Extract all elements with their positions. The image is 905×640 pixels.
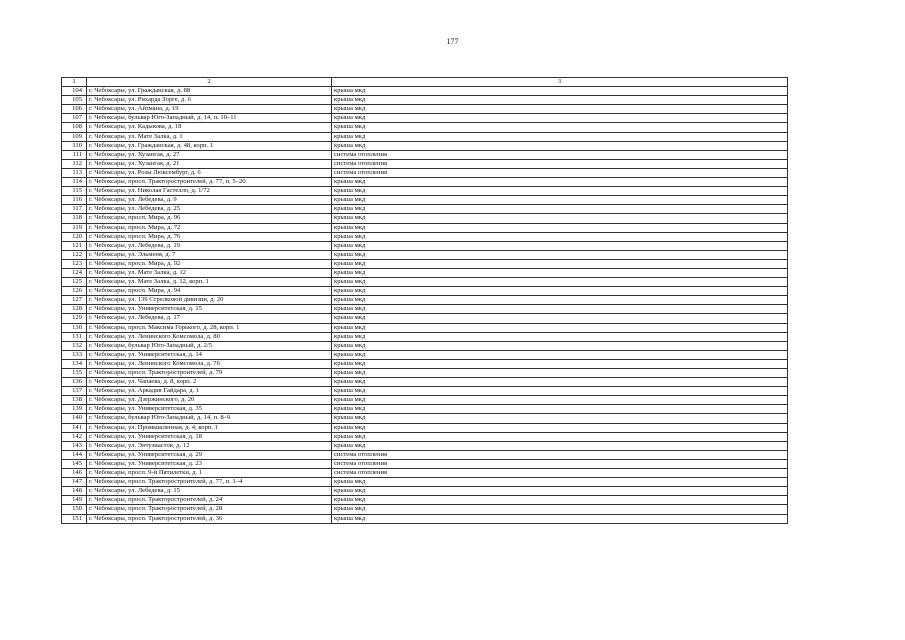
address-cell: г. Чебоксары, ул. Энтузиастов, д. 12 bbox=[87, 441, 332, 450]
address-cell: г. Чебоксары, ул. Хузангая, д. 21 bbox=[87, 159, 332, 168]
table-row bbox=[62, 369, 788, 378]
address-cell: г. Чебоксары, просп. Мира, д. 96 bbox=[87, 214, 332, 223]
table-row bbox=[62, 241, 788, 250]
page-number: 177 bbox=[446, 37, 459, 46]
address-cell: г. Чебоксары, ул. Университетская, д. 23 bbox=[87, 459, 332, 468]
element-cell: крыша мкд bbox=[332, 341, 788, 350]
row-number-cell: 106 bbox=[62, 105, 87, 114]
address-cell: г. Чебоксары, ул. Университетская, д. 29 bbox=[87, 450, 332, 459]
address-cell: г. Чебоксары, просп. Мира, д. 92 bbox=[87, 259, 332, 268]
header-cell-address: 2 bbox=[87, 78, 332, 87]
element-cell: крыша мкд bbox=[332, 514, 788, 523]
address-cell: г. Чебоксары, бульвар Юго-Западный, д. 14, п. 10–11 bbox=[87, 114, 332, 123]
element-cell: крыша мкд bbox=[332, 187, 788, 196]
row-number-cell: 120 bbox=[62, 232, 87, 241]
table-row bbox=[62, 359, 788, 368]
address-cell: г. Чебоксары, ул. Ленинского Комсомола, д. 76 bbox=[87, 359, 332, 368]
element-cell: крыша мкд bbox=[332, 369, 788, 378]
element-cell: крыша мкд bbox=[332, 105, 788, 114]
row-number-cell: 122 bbox=[62, 250, 87, 259]
element-cell: крыша мкд bbox=[332, 359, 788, 368]
row-number-cell: 110 bbox=[62, 141, 87, 150]
address-cell: г. Чебоксары, ул. Университетская, д. 35 bbox=[87, 405, 332, 414]
element-cell: крыша мкд bbox=[332, 432, 788, 441]
address-cell: г. Чебоксары, ул. Лебедева, д. 15 bbox=[87, 487, 332, 496]
element-cell: крыша мкд bbox=[332, 96, 788, 105]
table-body bbox=[62, 87, 788, 524]
row-number-cell: 117 bbox=[62, 205, 87, 214]
table-row bbox=[62, 232, 788, 241]
row-number-cell: 119 bbox=[62, 223, 87, 232]
row-number-cell: 145 bbox=[62, 459, 87, 468]
element-cell: крыша мкд bbox=[332, 314, 788, 323]
address-cell: г. Чебоксары, просп. Максима Горького, д. 28, корп. 1 bbox=[87, 323, 332, 332]
table-row bbox=[62, 459, 788, 468]
header-cell-element: 3 bbox=[332, 78, 788, 87]
table-row bbox=[62, 405, 788, 414]
row-number-cell: 135 bbox=[62, 369, 87, 378]
address-cell: г. Чебоксары, просп. Тракторостроителей, д. 28 bbox=[87, 505, 332, 514]
element-cell: крыша мкд bbox=[332, 241, 788, 250]
element-cell: крыша мкд bbox=[332, 405, 788, 414]
address-cell: г. Чебоксары, бульвар Юго-Западный, д. 2/5 bbox=[87, 341, 332, 350]
row-number-cell: 127 bbox=[62, 296, 87, 305]
address-cell: г. Чебоксары, ул. Лебедева, д. 17 bbox=[87, 314, 332, 323]
address-cell: г. Чебоксары, просп. Мира, д. 76 bbox=[87, 232, 332, 241]
row-number-cell: 147 bbox=[62, 478, 87, 487]
table-row bbox=[62, 323, 788, 332]
element-cell: система отопления bbox=[332, 459, 788, 468]
address-cell: г. Чебоксары, ул. Мате Залка, д. 1 bbox=[87, 132, 332, 141]
row-number-cell: 104 bbox=[62, 87, 87, 96]
table-row bbox=[62, 223, 788, 232]
element-cell: крыша мкд bbox=[332, 141, 788, 150]
element-cell: крыша мкд bbox=[332, 132, 788, 141]
address-cell: г. Чебоксары, ул. Кадыкова, д. 18 bbox=[87, 123, 332, 132]
row-number-cell: 140 bbox=[62, 414, 87, 423]
address-cell: г. Чебоксары, просп. Мира, д. 94 bbox=[87, 287, 332, 296]
row-number-cell: 107 bbox=[62, 114, 87, 123]
table-row bbox=[62, 150, 788, 159]
row-number-cell: 131 bbox=[62, 332, 87, 341]
row-number-cell: 148 bbox=[62, 487, 87, 496]
table-row bbox=[62, 114, 788, 123]
element-cell: крыша мкд bbox=[332, 268, 788, 277]
element-cell: крыша мкд bbox=[332, 205, 788, 214]
element-cell: крыша мкд bbox=[332, 387, 788, 396]
element-cell: крыша мкд bbox=[332, 378, 788, 387]
row-number-cell: 121 bbox=[62, 241, 87, 250]
row-number-cell: 118 bbox=[62, 214, 87, 223]
address-table bbox=[61, 77, 788, 524]
element-cell: крыша мкд bbox=[332, 123, 788, 132]
element-cell: крыша мкд bbox=[332, 350, 788, 359]
element-cell: крыша мкд bbox=[332, 196, 788, 205]
table-row bbox=[62, 278, 788, 287]
address-cell: г. Чебоксары, просп. Тракторостроителей, д. 79 bbox=[87, 369, 332, 378]
table-row bbox=[62, 287, 788, 296]
address-cell: г. Чебоксары, ул. Лебедева, д. 9 bbox=[87, 196, 332, 205]
address-cell: г. Чебоксары, ул. Рихарда Зорге, д. 6 bbox=[87, 96, 332, 105]
table-row bbox=[62, 514, 788, 523]
table-header bbox=[62, 78, 788, 87]
table-row bbox=[62, 441, 788, 450]
address-cell: г. Чебоксары, ул. Розы Люксембург, д. 6 bbox=[87, 168, 332, 177]
row-number-cell: 133 bbox=[62, 350, 87, 359]
table-row bbox=[62, 178, 788, 187]
row-number-cell: 111 bbox=[62, 150, 87, 159]
table-row bbox=[62, 132, 788, 141]
row-number-cell: 125 bbox=[62, 278, 87, 287]
row-number-cell: 142 bbox=[62, 432, 87, 441]
row-number-cell: 139 bbox=[62, 405, 87, 414]
table-row bbox=[62, 87, 788, 96]
address-cell: г. Чебоксары, ул. Дзержинского, д. 20 bbox=[87, 396, 332, 405]
address-cell: г. Чебоксары, ул. Промышленная, д. 4, корп. 1 bbox=[87, 423, 332, 432]
row-number-cell: 138 bbox=[62, 396, 87, 405]
element-cell: крыша мкд bbox=[332, 223, 788, 232]
table-row bbox=[62, 505, 788, 514]
element-cell: крыша мкд bbox=[332, 441, 788, 450]
row-number-cell: 109 bbox=[62, 132, 87, 141]
element-cell: крыша мкд bbox=[332, 423, 788, 432]
row-number-cell: 151 bbox=[62, 514, 87, 523]
table-row bbox=[62, 214, 788, 223]
row-number-cell: 105 bbox=[62, 96, 87, 105]
table-row bbox=[62, 205, 788, 214]
table-row bbox=[62, 341, 788, 350]
address-cell: г. Чебоксары, ул. Лебедева, д. 25 bbox=[87, 205, 332, 214]
row-number-cell: 143 bbox=[62, 441, 87, 450]
address-cell: г. Чебоксары, ул. Эльменя, д. 7 bbox=[87, 250, 332, 259]
table-row bbox=[62, 296, 788, 305]
element-cell: крыша мкд bbox=[332, 305, 788, 314]
address-cell: г. Чебоксары, ул. Чапаева, д. 8, корп. 2 bbox=[87, 378, 332, 387]
table-row bbox=[62, 123, 788, 132]
table-row bbox=[62, 168, 788, 177]
element-cell: система отопления bbox=[332, 159, 788, 168]
table-row bbox=[62, 305, 788, 314]
address-cell: г. Чебоксары, ул. Университетская, д. 18 bbox=[87, 432, 332, 441]
table-row bbox=[62, 478, 788, 487]
table-row bbox=[62, 314, 788, 323]
table-row bbox=[62, 487, 788, 496]
element-cell: крыша мкд bbox=[332, 87, 788, 96]
table-row bbox=[62, 105, 788, 114]
row-number-cell: 150 bbox=[62, 505, 87, 514]
table-row bbox=[62, 250, 788, 259]
row-number-cell: 126 bbox=[62, 287, 87, 296]
element-cell: крыша мкд bbox=[332, 178, 788, 187]
row-number-cell: 129 bbox=[62, 314, 87, 323]
row-number-cell: 136 bbox=[62, 378, 87, 387]
address-cell: г. Чебоксары, просп. Тракторостроителей, д. 36 bbox=[87, 514, 332, 523]
element-cell: крыша мкд bbox=[332, 296, 788, 305]
address-cell: г. Чебоксары, ул. Аркадия Гайдара, д. 1 bbox=[87, 387, 332, 396]
element-cell: крыша мкд bbox=[332, 114, 788, 123]
element-cell: крыша мкд bbox=[332, 259, 788, 268]
row-number-cell: 144 bbox=[62, 450, 87, 459]
element-cell: крыша мкд bbox=[332, 250, 788, 259]
table-row bbox=[62, 141, 788, 150]
row-number-cell: 112 bbox=[62, 159, 87, 168]
address-cell: г. Чебоксары, ул. Лебедева, д. 19 bbox=[87, 241, 332, 250]
row-number-cell: 116 bbox=[62, 196, 87, 205]
table-row bbox=[62, 350, 788, 359]
address-cell: г. Чебоксары, ул. Хузангая, д. 27 bbox=[87, 150, 332, 159]
header-row bbox=[62, 78, 788, 87]
element-cell: крыша мкд bbox=[332, 478, 788, 487]
table-row bbox=[62, 96, 788, 105]
header-cell-number: 1 bbox=[62, 78, 87, 87]
element-cell: крыша мкд bbox=[332, 414, 788, 423]
table-row bbox=[62, 378, 788, 387]
row-number-cell: 146 bbox=[62, 469, 87, 478]
element-cell: крыша мкд bbox=[332, 278, 788, 287]
element-cell: крыша мкд bbox=[332, 487, 788, 496]
address-cell: г. Чебоксары, просп. Мира, д. 72 bbox=[87, 223, 332, 232]
row-number-cell: 123 bbox=[62, 259, 87, 268]
address-cell: г. Чебоксары, просп. 9-й Пятилетки, д. 1 bbox=[87, 469, 332, 478]
element-cell: крыша мкд bbox=[332, 505, 788, 514]
element-cell: система отопления bbox=[332, 450, 788, 459]
table-row bbox=[62, 268, 788, 277]
element-cell: крыша мкд bbox=[332, 287, 788, 296]
row-number-cell: 108 bbox=[62, 123, 87, 132]
row-number-cell: 141 bbox=[62, 423, 87, 432]
row-number-cell: 124 bbox=[62, 268, 87, 277]
address-cell: г. Чебоксары, ул. Университетская, д. 15 bbox=[87, 305, 332, 314]
address-cell: г. Чебоксары, просп. Тракторостроителей, д. 77, п. 1–4 bbox=[87, 478, 332, 487]
element-cell: крыша мкд bbox=[332, 332, 788, 341]
table-row bbox=[62, 414, 788, 423]
row-number-cell: 149 bbox=[62, 496, 87, 505]
element-cell: крыша мкд bbox=[332, 323, 788, 332]
row-number-cell: 113 bbox=[62, 168, 87, 177]
row-number-cell: 130 bbox=[62, 323, 87, 332]
address-cell: г. Чебоксары, ул. Университетская, д. 14 bbox=[87, 350, 332, 359]
row-number-cell: 115 bbox=[62, 187, 87, 196]
address-cell: г. Чебоксары, ул. Николая Гастелло, д. 1/72 bbox=[87, 187, 332, 196]
table-row bbox=[62, 496, 788, 505]
element-cell: крыша мкд bbox=[332, 496, 788, 505]
table-row bbox=[62, 450, 788, 459]
element-cell: крыша мкд bbox=[332, 396, 788, 405]
table-row bbox=[62, 396, 788, 405]
address-cell: г. Чебоксары, ул. Ленинского Комсомола, д. 80 bbox=[87, 332, 332, 341]
row-number-cell: 132 bbox=[62, 341, 87, 350]
element-cell: крыша мкд bbox=[332, 214, 788, 223]
row-number-cell: 128 bbox=[62, 305, 87, 314]
address-cell: г. Чебоксары, просп. Тракторостроителей, д. 24 bbox=[87, 496, 332, 505]
table-row bbox=[62, 387, 788, 396]
table-row bbox=[62, 259, 788, 268]
row-number-cell: 137 bbox=[62, 387, 87, 396]
address-cell: г. Чебоксары, ул. Айзмана, д. 19 bbox=[87, 105, 332, 114]
table-row bbox=[62, 187, 788, 196]
table-row bbox=[62, 159, 788, 168]
table-row bbox=[62, 469, 788, 478]
row-number-cell: 114 bbox=[62, 178, 87, 187]
element-cell: крыша мкд bbox=[332, 232, 788, 241]
element-cell: система отопления bbox=[332, 150, 788, 159]
element-cell: система отопления bbox=[332, 168, 788, 177]
table-row bbox=[62, 196, 788, 205]
address-cell: г. Чебоксары, ул. 139 Стрелковой дивизии, д. 20 bbox=[87, 296, 332, 305]
address-cell: г. Чебоксары, ул. Гражданская, д. 48, корп. 1 bbox=[87, 141, 332, 150]
address-cell: г. Чебоксары, просп. Тракторостроителей, д. 77, п. 5–20 bbox=[87, 178, 332, 187]
address-cell: г. Чебоксары, бульвар Юго-Западный, д. 14, п. 8–9 bbox=[87, 414, 332, 423]
address-cell: г. Чебоксары, ул. Мате Залка, д. 12, корп. 1 bbox=[87, 278, 332, 287]
element-cell: система отопления bbox=[332, 469, 788, 478]
table-row bbox=[62, 432, 788, 441]
row-number-cell: 134 bbox=[62, 359, 87, 368]
table-row bbox=[62, 423, 788, 432]
address-cell: г. Чебоксары, ул. Гражданская, д. 88 bbox=[87, 87, 332, 96]
table-row bbox=[62, 332, 788, 341]
address-cell: г. Чебоксары, ул. Мате Залка, д. 12 bbox=[87, 268, 332, 277]
